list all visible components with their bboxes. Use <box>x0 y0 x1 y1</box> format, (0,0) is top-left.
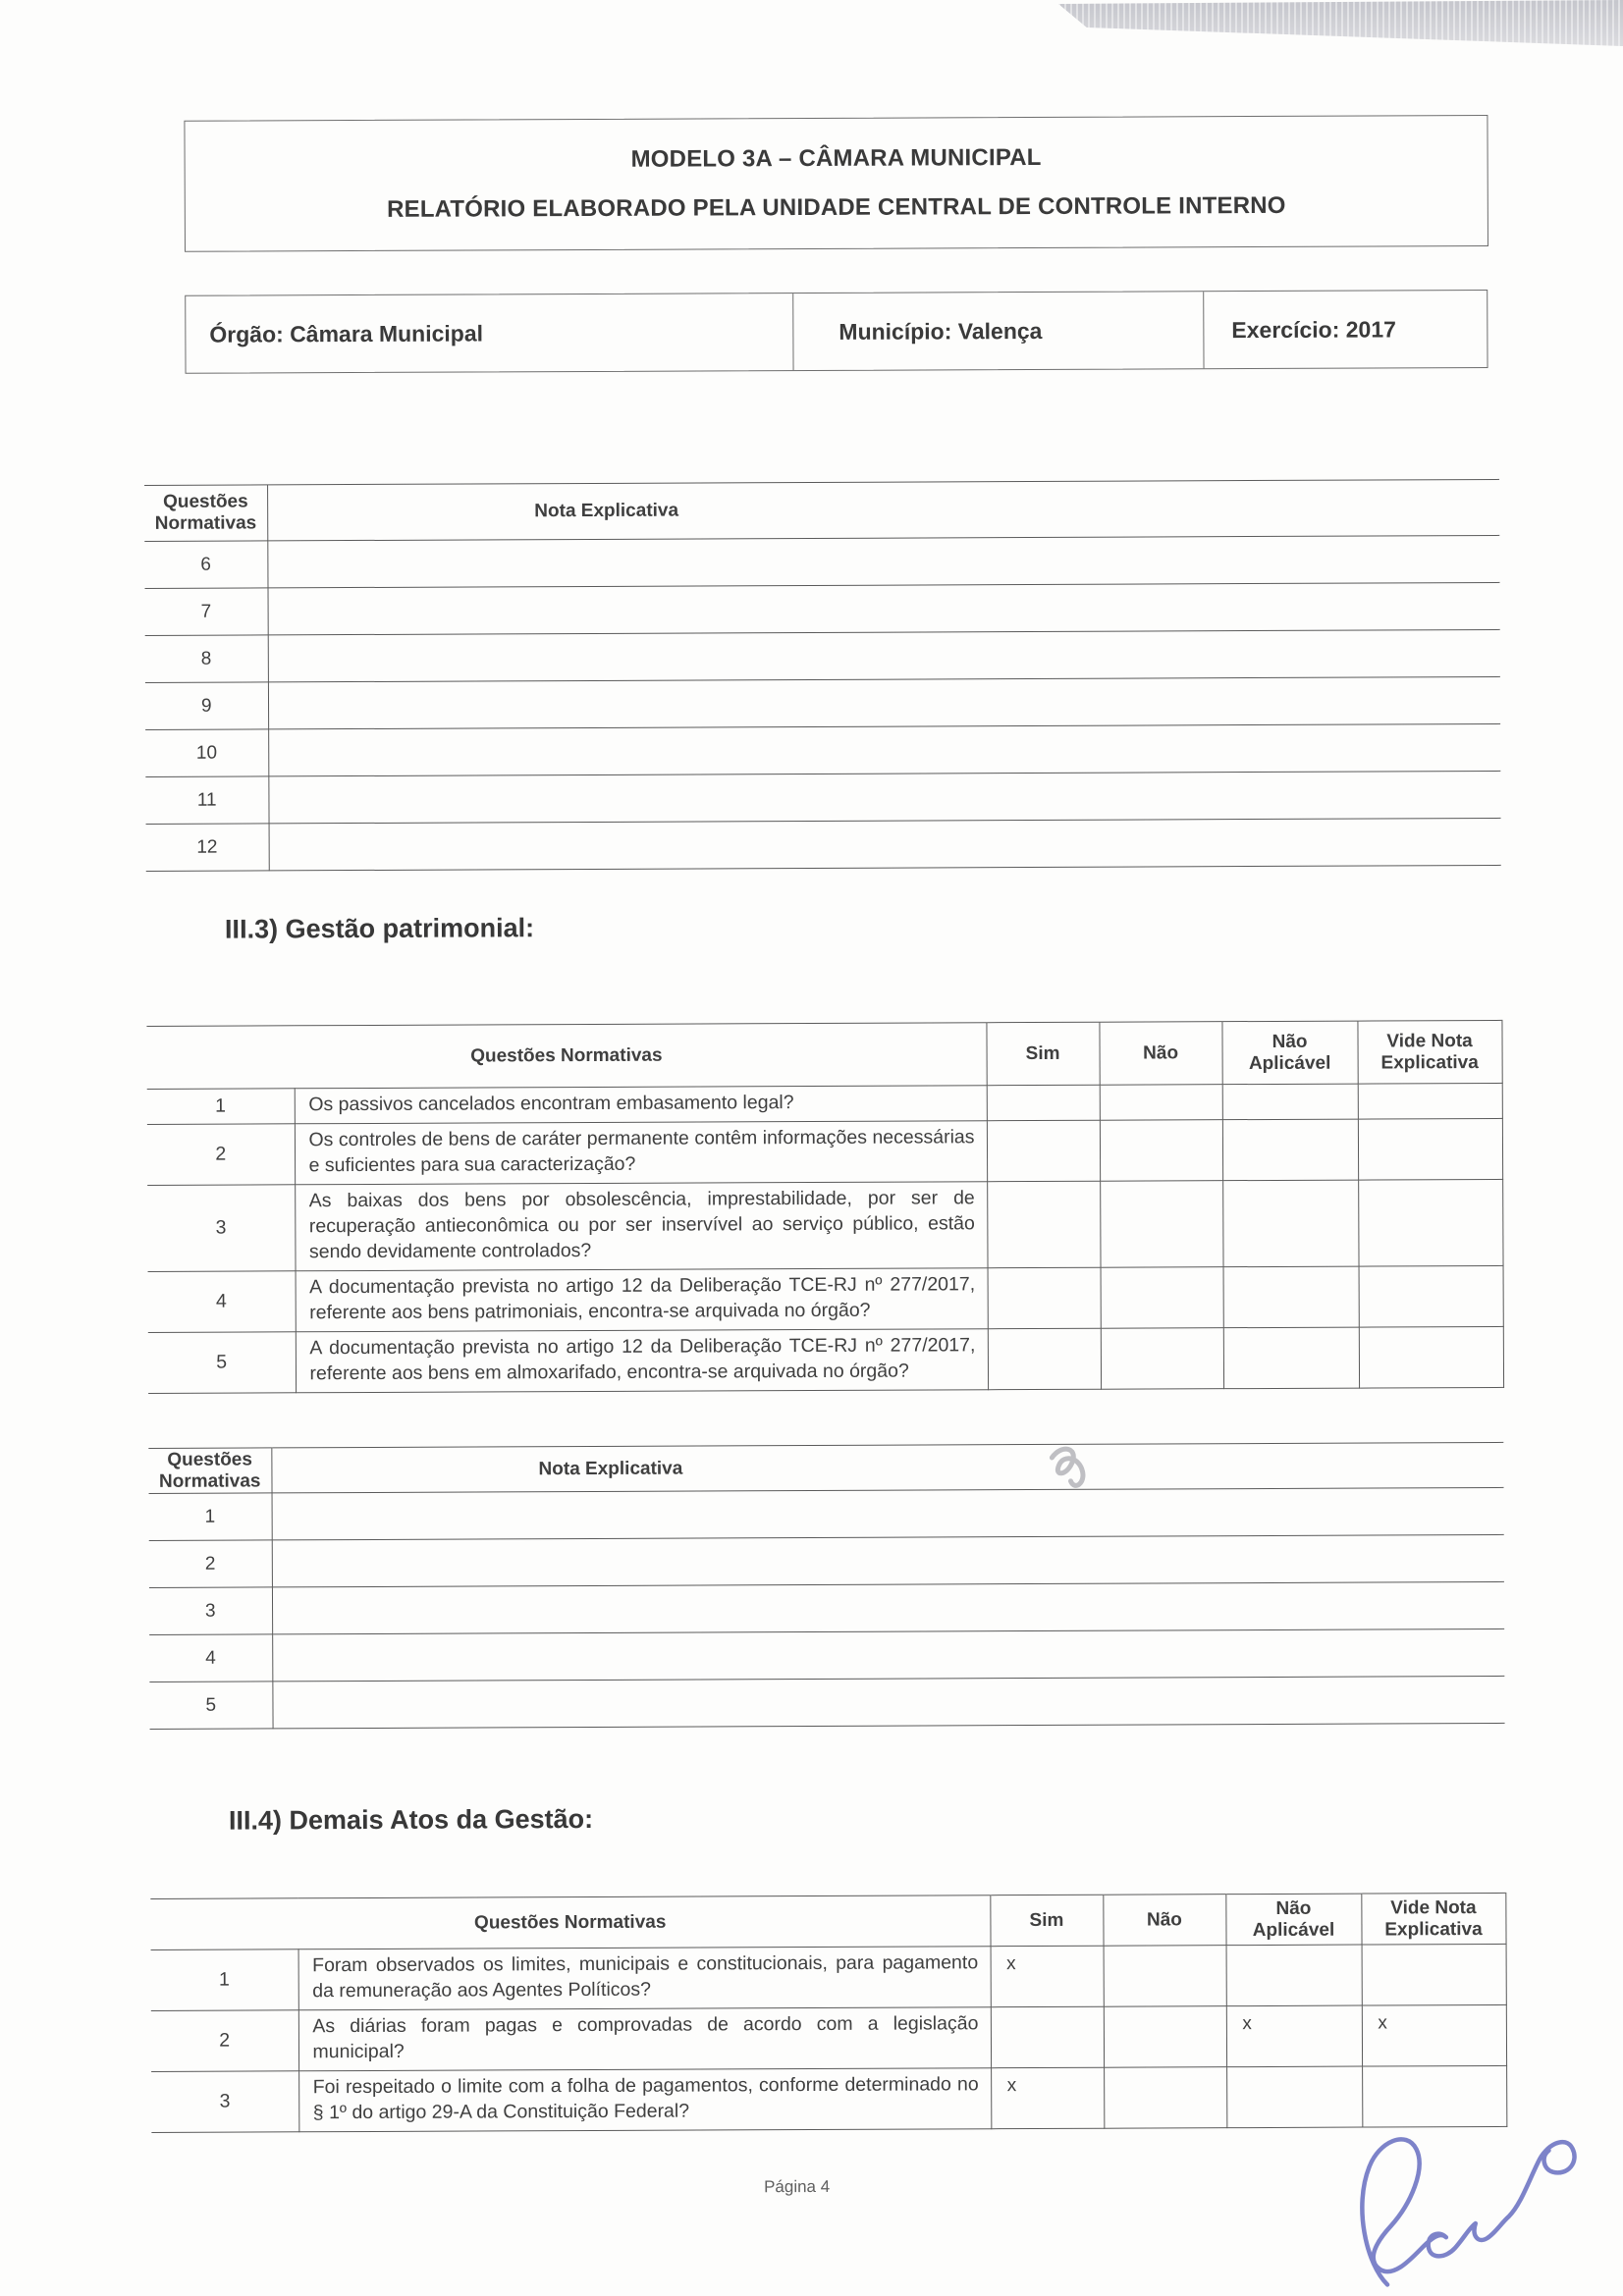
questoes-normativas-header: Questões Normativas <box>146 1023 986 1090</box>
answer-sim-cell <box>987 1085 1100 1121</box>
nota-explicativa-header: Nota Explicativa <box>271 1442 1503 1492</box>
question-number: 2 <box>151 2010 298 2072</box>
answer-nao-aplicavel-cell <box>1223 1266 1359 1328</box>
question-number: 7 <box>145 588 268 636</box>
question-row <box>148 1265 1503 1332</box>
answer-nao-aplicavel-cell <box>1222 1119 1358 1181</box>
document-title-line2: RELATÓRIO ELABORADO PELA UNIDADE CENTRAL DE CONTROLE INTERNO <box>386 191 1286 223</box>
demais-atos-table <box>150 1893 1507 2133</box>
nota-row <box>149 1487 1504 1540</box>
question-text: Os passivos cancelados encontram embasamento legal? <box>295 1086 987 1124</box>
question-number: 1 <box>151 1949 298 2011</box>
smudge-stroke <box>1052 1449 1083 1485</box>
answer-nao-aplicavel-cell: x <box>1226 2005 1362 2067</box>
answer-nao-cell <box>1104 2006 1226 2068</box>
nota-explicativa-cell <box>268 723 1500 775</box>
question-row <box>151 2065 1506 2132</box>
question-number: 10 <box>145 729 268 777</box>
question-number: 2 <box>149 1540 272 1588</box>
answer-vide-nota-cell <box>1359 1265 1503 1327</box>
question-text: A documentação prevista no artigo 12 da Deliberação TCE-RJ nº 277/2017, referente aos bens patrimoniais, encontra-se arquivada no órgão? <box>296 1268 988 1332</box>
nota-explicativa-cell <box>268 582 1500 634</box>
question-number: 5 <box>148 1332 296 1394</box>
question-text: A documentação prevista no artigo 12 da Deliberação TCE-RJ nº 277/2017, referente aos bens em almoxarifado, encontra-se arquivada no órgão? <box>296 1329 988 1393</box>
answer-sim-cell <box>988 1328 1101 1390</box>
nota-explicativa-cell <box>272 1487 1504 1539</box>
question-number: 3 <box>149 1587 272 1635</box>
vide-nota-explicativa-header: Vide Nota Explicativa <box>1357 1020 1501 1084</box>
answer-vide-nota-cell <box>1362 1944 1506 2005</box>
signature-stroke <box>1362 2139 1575 2285</box>
nota-explicativa-cell <box>272 1629 1504 1681</box>
section-heading-iii3: III.3) Gestão patrimonial: <box>224 913 535 944</box>
question-text: As diárias foram pagas e comprovadas de acordo com a legislação municipal? <box>298 2007 991 2071</box>
question-number: 4 <box>149 1634 272 1682</box>
handwritten-signature <box>1335 2109 1611 2293</box>
section-heading-iii4: III.4) Demais Atos da Gestão: <box>228 1803 594 1836</box>
nota-row <box>145 676 1500 729</box>
question-text: Os controles de bens de caráter permanente contêm informações necessárias e suficientes para sua caracterização? <box>295 1121 987 1185</box>
answer-nao-cell <box>1101 1328 1223 1390</box>
question-number: 11 <box>145 776 268 825</box>
question-number: 3 <box>151 2071 298 2133</box>
nao-header: Não <box>1103 1895 1225 1947</box>
question-number: 2 <box>147 1124 295 1186</box>
page-number: Página 4 <box>764 2176 831 2197</box>
nota-row <box>149 1581 1504 1634</box>
question-number: 9 <box>145 682 268 730</box>
question-text: Foi respeitado o limite com a folha de pagamentos, conforme determinado no § 1º do artigo 29-A da Constituição Federal? <box>298 2068 991 2132</box>
question-number: 1 <box>147 1089 295 1125</box>
nota-row <box>146 818 1501 871</box>
nota-explicativa-cell <box>269 818 1501 870</box>
nota-row <box>149 1534 1504 1587</box>
nota-row <box>145 629 1500 682</box>
answer-sim-cell: x <box>991 1946 1104 2007</box>
ink-smudge-mark <box>1042 1440 1095 1495</box>
answer-sim-cell: x <box>991 2067 1104 2129</box>
nao-aplicavel-header: Não Aplicável <box>1225 1894 1361 1946</box>
vide-nota-explicativa-header: Vide Nota Explicativa <box>1361 1893 1505 1945</box>
sim-header: Sim <box>990 1895 1103 1947</box>
nota-explicativa-table-iii3 <box>148 1442 1504 1730</box>
nao-aplicavel-header: Não Aplicável <box>1221 1021 1357 1085</box>
nota-explicativa-cell <box>272 1534 1504 1586</box>
nota-explicativa-cell <box>268 629 1500 681</box>
question-number: 5 <box>149 1682 272 1730</box>
sim-header: Sim <box>986 1022 1099 1086</box>
answer-sim-cell <box>988 1267 1101 1329</box>
nota-explicativa-cell <box>268 676 1500 728</box>
question-number: 6 <box>144 541 267 589</box>
questoes-normativas-header: Questões Normativas <box>150 1896 990 1950</box>
questoes-normativas-header: Questões Normativas <box>148 1448 271 1494</box>
answer-vide-nota-cell <box>1358 1083 1502 1119</box>
question-row <box>151 2004 1506 2071</box>
question-row <box>147 1179 1502 1271</box>
info-municipio: Município: Valença <box>792 292 1203 370</box>
nota-explicativa-cell <box>268 771 1500 823</box>
info-exercicio: Exercício: 2017 <box>1203 291 1487 368</box>
answer-vide-nota-cell <box>1358 1118 1502 1180</box>
nota-row <box>145 582 1500 635</box>
answer-nao-aplicavel-cell <box>1226 1945 1362 2006</box>
document-title-box <box>184 115 1488 252</box>
question-number: 3 <box>147 1185 295 1272</box>
nota-row <box>149 1629 1504 1682</box>
nao-header: Não <box>1099 1022 1221 1086</box>
answer-nao-cell <box>1100 1181 1222 1268</box>
document-title-line1: MODELO 3A – CÂMARA MUNICIPAL <box>630 143 1042 173</box>
nota-explicativa-cell <box>272 1581 1504 1633</box>
question-number: 1 <box>149 1493 272 1541</box>
question-number: 8 <box>145 635 268 683</box>
question-text: Foram observados os limites, municipais e constitucionais, para pagamento da remuneração aos Agentes Políticos? <box>298 1947 991 2010</box>
answer-nao-cell <box>1101 1267 1223 1329</box>
answer-vide-nota-cell: x <box>1362 2004 1506 2066</box>
answer-nao-aplicavel-cell <box>1222 1084 1358 1120</box>
nota-explicativa-header: Nota Explicativa <box>267 479 1499 540</box>
question-row <box>148 1326 1503 1393</box>
gestao-patrimonial-table <box>146 1020 1503 1394</box>
answer-sim-cell <box>987 1181 1100 1268</box>
question-row <box>151 1944 1506 2010</box>
questoes-normativas-header: Questões Normativas <box>144 485 267 542</box>
answer-sim-cell <box>991 2006 1104 2068</box>
nota-row <box>145 771 1500 824</box>
table-header-row <box>144 479 1499 541</box>
question-number: 12 <box>146 824 269 872</box>
nota-explicativa-cell <box>272 1676 1504 1728</box>
answer-nao-aplicavel-cell <box>1222 1180 1358 1267</box>
nota-row <box>145 723 1500 776</box>
question-number: 4 <box>148 1271 296 1333</box>
nota-row <box>144 535 1499 588</box>
question-row <box>147 1083 1502 1124</box>
nota-explicativa-cell <box>267 535 1499 587</box>
table-header-row <box>150 1893 1505 1949</box>
question-text: As baixas dos bens por obsolescência, imprestabilidade, por ser de recuperação antieconômica ou por ser inservível ao serviço público, estão sendo devidamente controlados? <box>295 1182 987 1271</box>
question-row <box>147 1118 1502 1185</box>
info-orgao: Órgão: Câmara Municipal <box>209 319 484 347</box>
table-header-row <box>148 1442 1503 1493</box>
answer-vide-nota-cell <box>1359 1326 1503 1388</box>
table-header-row <box>146 1020 1501 1089</box>
nota-explicativa-table-top <box>144 479 1501 872</box>
answer-nao-cell <box>1100 1120 1222 1182</box>
answer-nao-cell <box>1100 1085 1222 1121</box>
answer-nao-cell <box>1104 1946 1226 2007</box>
answer-nao-cell <box>1104 2067 1226 2129</box>
answer-nao-aplicavel-cell <box>1223 1327 1359 1389</box>
answer-vide-nota-cell <box>1358 1179 1502 1266</box>
info-bar <box>185 290 1488 374</box>
answer-sim-cell <box>987 1120 1100 1182</box>
nota-row <box>149 1676 1504 1729</box>
